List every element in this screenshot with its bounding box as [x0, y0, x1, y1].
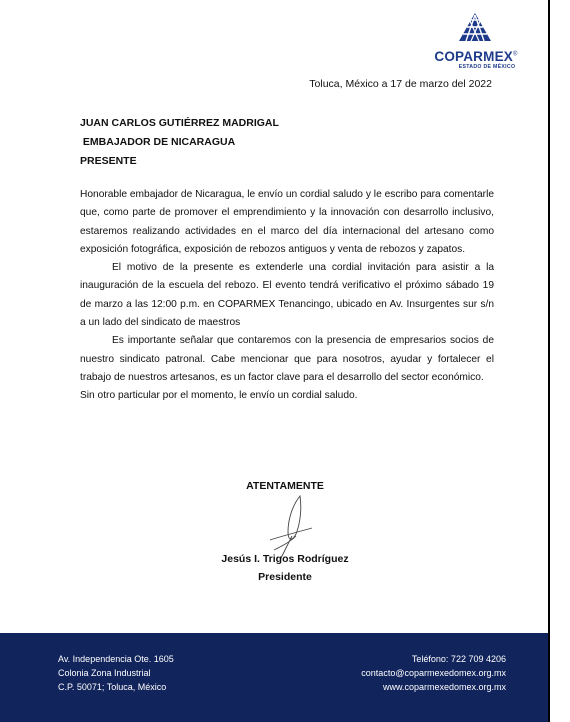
body-paragraph-4: Sin otro particular por el momento, le envío un cordial saludo. — [80, 390, 358, 402]
logo-subtitle: ESTADO DE MÉXICO — [458, 64, 516, 70]
footer-bar — [0, 633, 548, 722]
logo-wordmark: COPARMEX® — [434, 49, 518, 64]
registered-mark: ® — [512, 51, 518, 58]
footer-website: www.coparmexedomex.org.mx — [382, 682, 506, 692]
letter-date: Toluca, México a 17 de marzo del 2022 — [309, 78, 492, 90]
recipient-presente: PRESENTE — [80, 155, 137, 167]
signer-role: Presidente — [258, 571, 312, 583]
letter-body — [80, 186, 494, 406]
footer-email: contacto@coparmexedomex.org.mx — [361, 668, 506, 678]
body-paragraph-1: Honorable embajador de Nicaragua, le envío un cordial saludo y le escribo para comentarle que, como parte de promover el emprendimiento y la innovación con desarrollo inclusivo, estaremos realizando actividades en el marco del día internacional del artesano como exposición fotográfica, exposición de rebozos antiguos y venta de rebozos y zapatos. — [80, 189, 494, 255]
body-paragraph-3: Es importante señalar que contaremos con la presencia de empresarios socios de nuestro sindicato patronal. Cabe mencionar que para nosotros, ayudar y fortalecer el trabajo de nuestros artesanos, es un factor clave para el desarrollo del sector económico. — [80, 335, 494, 383]
body-paragraph-2: El motivo de la presente es extenderle una cordial invitación para asistir a la inauguración de la escuela del rebozo. El evento tendrá verificativo el próximo sábado 19 de marzo a las 12:00 p.m. en COPARMEX Tenancingo, ubicado en Av. Insurgentes sur s/n a un lado del sindicato de maestros — [80, 262, 494, 329]
page-edge-line — [548, 0, 550, 722]
signer-name: Jesús I. Trigos Rodríguez — [221, 553, 349, 565]
coparmex-logo-icon — [458, 12, 492, 42]
handwritten-signature — [262, 492, 322, 562]
footer-phone: Teléfono: 722 709 4206 — [411, 654, 506, 664]
footer-address — [58, 652, 174, 694]
recipient-title: EMBAJADOR DE NICARAGUA — [80, 136, 236, 148]
footer-address-line-3: C.P. 50071; Toluca, México — [58, 682, 167, 692]
footer-address-line-2: Colonia Zona Industrial — [58, 668, 151, 678]
coparmex-logo — [428, 12, 524, 74]
footer-address-line-1: Av. Independencia Ote. 1605 — [58, 654, 174, 664]
recipient-name: JUAN CARLOS GUTIÉRREZ MADRIGAL — [80, 117, 279, 129]
recipient-block — [80, 114, 279, 171]
closing-salutation: ATENTAMENTE — [246, 480, 324, 492]
footer-contact — [361, 652, 506, 694]
